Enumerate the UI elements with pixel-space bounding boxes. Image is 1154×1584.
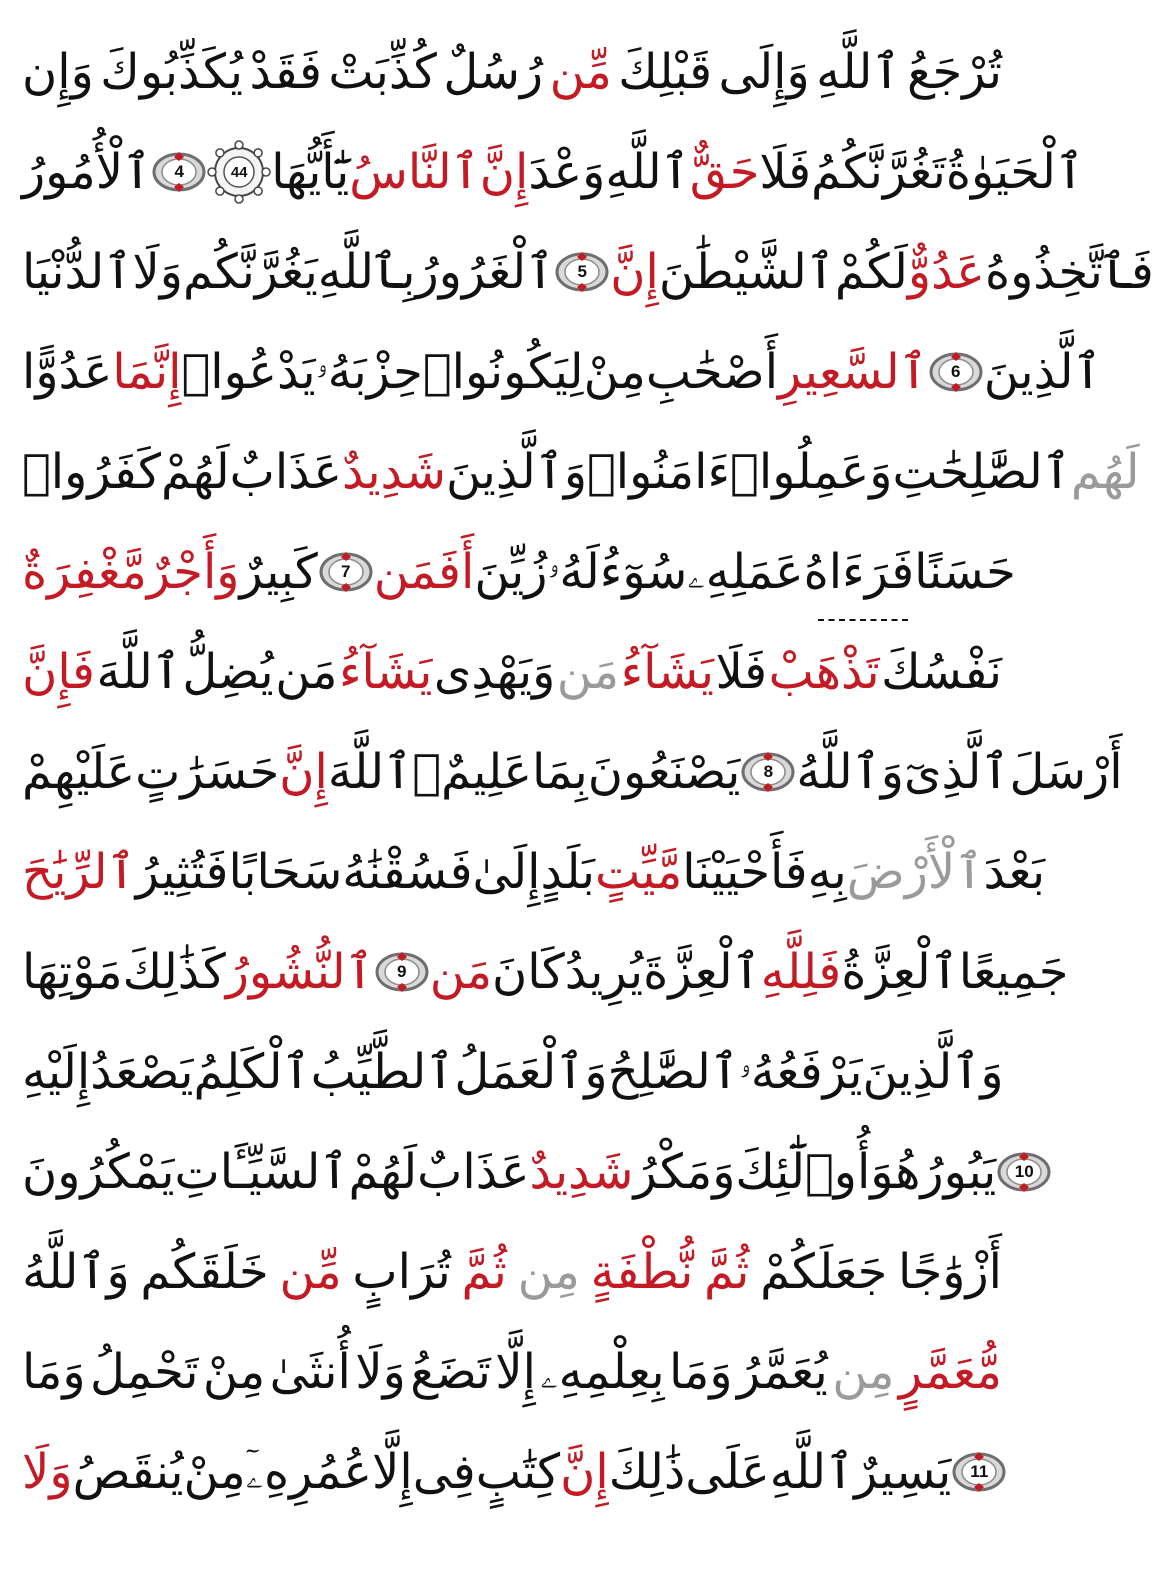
verse-word: يَسِيرٌ (854, 1444, 952, 1500)
verse-word: جَمِيعًا (958, 944, 1069, 1000)
verse-word: كَذَٰلِكَ (122, 944, 226, 1000)
ayah-number: 5 (577, 262, 588, 281)
verse-word: كَبِيرٌ (239, 544, 318, 600)
ayah-number-marker (151, 150, 207, 194)
verse-word: جَعَلَكُمْ (760, 1244, 888, 1300)
verse-word: وَٱلَّذِينَ (862, 1044, 1004, 1100)
verse-word: تَضَعُ (410, 1344, 491, 1400)
verse-word: يَصْعَدُ (90, 1044, 194, 1100)
verse-word: ٱلنَّاسُ (349, 144, 480, 200)
verse-word: شَدِيدٌ (342, 444, 446, 500)
verse-word: مَّيِّتٍ (594, 844, 683, 900)
ayah-number-marker (554, 250, 610, 294)
verse-word: مَّغْفِرَةٌ (22, 544, 147, 600)
verse-word: ٱلشَّيْطَٰنَ (658, 244, 835, 300)
ayah-number: 8 (763, 762, 774, 781)
ayah-number: 4 (174, 162, 184, 181)
pause-dash-underline (818, 619, 908, 621)
verse-line (22, 122, 1084, 222)
verse-word: وَأَجْرٌ (146, 544, 240, 600)
verse-word: أُنثَىٰ (269, 1344, 351, 1400)
verse-line (22, 222, 1154, 322)
verse-word: مِّن (549, 44, 612, 100)
verse-word: ٱلدُّنْيَا (22, 244, 133, 300)
verse-word: عَلَى (685, 1444, 770, 1500)
verse-line (22, 1422, 1002, 1522)
verse-word: عَلِيمٌۢ (412, 744, 532, 800)
verse-word: مَن (275, 644, 338, 700)
verse-word: حَسَرَٰتٍ (135, 744, 280, 800)
verse-word: كُذِّبَتْ (328, 44, 437, 100)
verse-word: سَحَابًا (228, 844, 343, 900)
verse-word: كَفَرُوا۟ (22, 444, 161, 500)
verse-word: يَشَآءُ (338, 644, 433, 700)
verse-line (22, 22, 1002, 122)
verse-word: فَلَا (759, 144, 812, 200)
verse-word: ٱلَّذِىٓ (903, 744, 1010, 800)
verse-word: أُو۟لَٰٓئِكَ (735, 1144, 871, 1200)
verse-word: يُنقَصُ (72, 1444, 184, 1500)
ayah-number-marker (951, 1450, 1007, 1494)
verse-word: عَلَيْهِمْ (22, 744, 136, 800)
verse-word: بِعِلْمِهِۦ (540, 1344, 665, 1400)
verse-line (22, 1322, 1002, 1422)
verse-word: عَدُوٌّ (907, 244, 985, 300)
verse-word: مَن (429, 944, 493, 1000)
verse-word: أَرْسَلَ (1009, 744, 1123, 800)
verse-word: وَلَا (132, 244, 183, 300)
verse-word: ٱلنُّشُورُ (225, 944, 374, 1000)
verse-word: ٱلرِّيَٰحَ (22, 844, 136, 900)
verse-word: فَقَدْ (249, 44, 322, 100)
ayah-number-marker (740, 750, 796, 794)
verse-line (22, 722, 1123, 822)
verse-word: ٱلسَّعِيرِ (778, 344, 928, 400)
verse-word: عَمَلِهِۦ (687, 544, 804, 600)
verse-word: ٱللَّهِ (605, 144, 690, 200)
verse-word: بِهِ (807, 844, 847, 900)
ayah-number-marker (374, 950, 430, 994)
verse-word: فَإِنَّ (22, 644, 95, 700)
verse-word: فَلِلَّهِ (760, 944, 842, 1000)
verse-word: إِلَيْهِ (22, 1044, 91, 1100)
verse-word: ٱللَّهِ (769, 1444, 855, 1500)
verse-word: رُسُلٌ (443, 44, 544, 100)
verse-word: ٱلْعِزَّةُ (841, 944, 959, 1000)
verse-line (22, 822, 1046, 922)
verse-word: أَصْحَٰبِ (645, 344, 779, 400)
verse-word: عَدُوًّا (22, 344, 113, 400)
verse-word: أَفَمَن (373, 544, 475, 600)
verse-word: إِنَّ (479, 144, 529, 200)
ayah-number-marker (996, 1150, 1052, 1194)
verse-word: فَٱتَّخِذُوهُ (984, 244, 1154, 300)
verse-word: ءَامَنُوا۟ (587, 444, 731, 500)
verse-word: ٱلْأُمُورُ (22, 144, 152, 200)
verse-line (22, 622, 1002, 722)
verse-word: فَتُثِيرُ (135, 844, 229, 900)
verse-word: بَلَدٍ (540, 844, 595, 900)
verse-word: ٱلْغَرُورُ (415, 244, 555, 300)
verse-word: بِمَا (532, 744, 588, 800)
verse-word: تَغُرَّنَّكُمُ (811, 144, 946, 200)
verse-word: تَذْهَبْ (768, 644, 880, 700)
verse-word: فَرَءَاهُ (803, 544, 915, 600)
verse-word: لَهُمْ (348, 1144, 418, 1200)
verse-word: نَفْسُكَ (881, 644, 1002, 700)
verse-word: لِيَكُونُوا۟ (422, 344, 584, 400)
verse-word: ٱلْكَلِمُ (193, 1044, 311, 1100)
verse-word: ٱلْعِزَّةَ (643, 944, 761, 1000)
verse-word: وَٱللَّهُ (796, 744, 904, 800)
verse-word: فَسُقْنَٰهُ (342, 844, 473, 900)
verse-word: لَكُمْ (834, 244, 908, 300)
verse-word: وَلَا (355, 1344, 406, 1400)
verse-word: يُرِيدُ (564, 944, 644, 1000)
verse-word: وَيَهْدِى (433, 644, 556, 700)
verse-word: إِنَّ (279, 744, 328, 800)
ayah-number-marker (318, 550, 374, 594)
verse-word: وَمَا (22, 1344, 86, 1400)
verse-word: شَدِيدٌ (529, 1144, 634, 1200)
verse-word: عَذَابٌ (417, 1144, 530, 1200)
verse-word: وَإِن (22, 44, 94, 100)
ayah-number: 10 (1014, 1162, 1034, 1181)
verse-word: مَن (556, 644, 620, 700)
verse-line (22, 522, 1016, 622)
ayah-number: 6 (951, 362, 961, 381)
verse-word: إِنَّ (610, 244, 659, 300)
verse-word: مُّعَمَّرٍ (898, 1344, 1002, 1400)
verse-word: إِلَىٰ (472, 844, 541, 900)
verse-word: وَإِلَى (718, 44, 810, 100)
verse-word: نُّطْفَةٍ (590, 1244, 694, 1300)
verse-word: يَغُرَّنَّكُم (182, 244, 318, 300)
verse-word: فَأَحْيَيْنَا (682, 844, 808, 900)
verse-word: ثُمَّ (704, 1244, 750, 1300)
juz-number: 44 (230, 163, 248, 181)
verse-word: فِى (412, 1444, 476, 1500)
verse-word: سُوٓءُ (599, 544, 688, 600)
verse-word: ٱلْحَيَوٰةُ (945, 144, 1084, 200)
verse-word: كَانَ (492, 944, 565, 1000)
verse-word: يَبُورُ (920, 1144, 997, 1200)
verse-word: يَشَآءُ (620, 644, 714, 700)
verse-word: بِٱللَّهِ (317, 244, 416, 300)
juz-medallion (207, 140, 271, 204)
verse-word: وَمَا (669, 1344, 733, 1400)
verse-word: ٱلصَّٰلِحَٰتِ (892, 444, 1071, 500)
verse-word: ٱللَّهَ (327, 744, 413, 800)
verse-word: زُيِّنَ (474, 544, 548, 600)
verse-word: ٱلَّذِينَ (983, 344, 1102, 400)
verse-word: لَهُم (1070, 444, 1140, 500)
verse-word: عُمُرِهِۦٓ (245, 1444, 373, 1500)
verse-line (22, 422, 1140, 522)
verse-word: ثُمَّ (461, 1244, 507, 1300)
verse-word: إِلَّا (372, 1444, 413, 1500)
verse-word: حِزْبَهُۥ (315, 344, 423, 400)
verse-line (22, 1222, 1002, 1322)
verse-word: حَقٌّ (689, 144, 760, 200)
verse-word: إِنَّمَا (112, 344, 182, 400)
verse-word: كِتَٰبٍ (475, 1444, 561, 1500)
verse-word: ٱلطَّيِّبُ (310, 1044, 455, 1100)
verse-word: مَوْتِهَا (22, 944, 123, 1000)
verse-word: إِنَّ (560, 1444, 609, 1500)
verse-word: يُعَمَّرُ (736, 1344, 828, 1400)
verse-line (22, 922, 1069, 1022)
verse-word: فَلَا (715, 644, 768, 700)
verse-word: ٱلْأَرْضَ (846, 844, 984, 900)
verse-word: يَدْعُوا۟ (181, 344, 316, 400)
verse-word: يَمْكُرُونَ (22, 1144, 175, 1200)
verse-line (22, 1122, 1034, 1222)
verse-word: ٱللَّهِ (816, 44, 901, 100)
verse-word: مِنْ (583, 344, 646, 400)
verse-word: وَٱلْعَمَلُ (454, 1044, 608, 1100)
verse-word: مِن (517, 1244, 580, 1300)
verse-word: وَٱلَّذِينَ (445, 444, 587, 500)
verse-word: خَلَقَكُم (140, 1244, 269, 1300)
ayah-number: 9 (397, 962, 407, 981)
verse-word: وَعْدَ (528, 144, 606, 200)
verse-line (22, 322, 1102, 422)
verse-word: وَٱللَّهُ (22, 1244, 130, 1300)
verse-word: لَهُۥ (547, 544, 600, 600)
verse-word: مِن (832, 1344, 895, 1400)
verse-word: وَلَا (22, 1444, 73, 1500)
verse-word: يَصْنَعُونَ (587, 744, 741, 800)
verse-word: أَزْوَٰجًا (898, 1244, 1002, 1300)
verse-word: يُضِلُّ (182, 644, 274, 700)
verse-word: مِنْ (183, 1444, 246, 1500)
verse-word: بَعْدَ (983, 844, 1046, 900)
verse-word: هُوَ (870, 1144, 921, 1200)
verse-word: يَرْفَعُهُۥ (738, 1044, 863, 1100)
ayah-number-marker (928, 350, 984, 394)
verse-word: ٱلصَّٰلِحُ (607, 1044, 739, 1100)
verse-word: ذَٰلِكَ (608, 1444, 686, 1500)
verse-word: يَٰٓأَيُّهَا (271, 144, 350, 200)
verse-word: قَبْلِكَ (618, 44, 713, 100)
ayah-number: 7 (341, 562, 351, 581)
verse-word: تُرْجَعُ (906, 44, 1002, 100)
verse-word: مِّن (279, 1244, 342, 1300)
verse-word: ٱلسَّيِّـَٔاتِ (174, 1144, 349, 1200)
ayah-number: 11 (970, 1462, 989, 1481)
verse-line (22, 1022, 1002, 1122)
verse-word: وَمَكْرُ (633, 1144, 736, 1200)
verse-word: وَعَمِلُوا۟ (730, 444, 893, 500)
verse-word: حَسَنًا (914, 544, 1016, 600)
verse-word: مِنْ (202, 1344, 266, 1400)
verse-word: تَحْمِلُ (90, 1344, 199, 1400)
verse-word: ٱللَّهَ (96, 644, 181, 700)
verse-word: لَهُمْ (160, 444, 230, 500)
verse-word: إِلَّا (495, 1344, 536, 1400)
verse-word: يُكَذِّبُوكَ (100, 44, 244, 100)
verse-word: تُرَابٍ (352, 1244, 451, 1300)
verse-word: عَذَابٌ (229, 444, 342, 500)
